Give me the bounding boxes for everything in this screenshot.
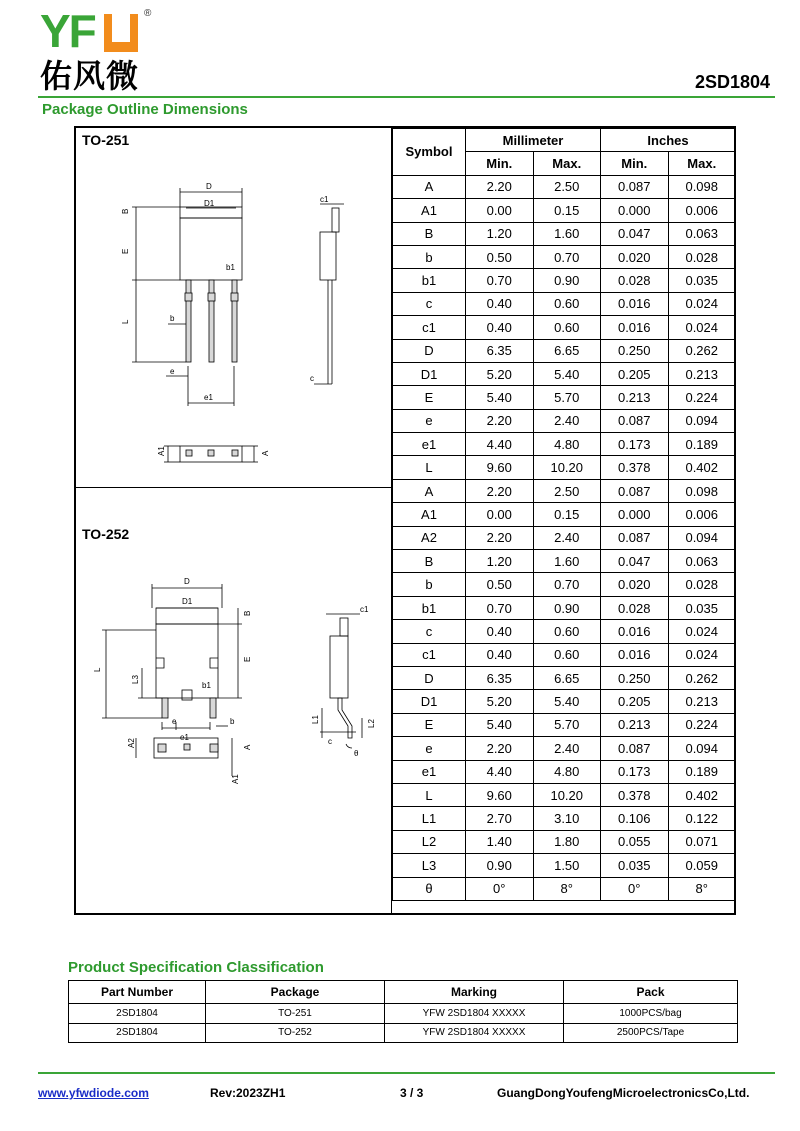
- in-min-cell: 0.028: [601, 596, 669, 619]
- dimension-row-to251: [393, 362, 736, 385]
- in-max-cell: 0.213: [668, 362, 736, 385]
- dim-label-b: b: [170, 314, 175, 323]
- dim-label-A1: A1: [157, 446, 166, 456]
- mm-min-cell: 5.20: [466, 690, 534, 713]
- mm-max-cell: 2.50: [533, 175, 601, 198]
- mm-min-cell: 0.40: [466, 292, 534, 315]
- dimension-row-to251: [393, 409, 736, 432]
- mm-max-cell: 0.60: [533, 643, 601, 666]
- mm-max-cell: 6.65: [533, 339, 601, 362]
- symbol-cell: c1: [393, 643, 466, 666]
- package-divider: [76, 487, 392, 488]
- header-divider: [38, 96, 775, 98]
- in-min-cell: 0.047: [601, 550, 669, 573]
- mm-max-cell: 0.15: [533, 199, 601, 222]
- spec-package-cell: TO-251: [206, 1004, 385, 1024]
- in-max-cell: 0.063: [668, 550, 736, 573]
- in-max-cell: 0.122: [668, 807, 736, 830]
- dimension-row-to251: [393, 433, 736, 456]
- company-logo: [40, 5, 170, 98]
- dim-label-A2: A2: [127, 738, 136, 748]
- in-max-cell: 0.024: [668, 292, 736, 315]
- dim-label-E: E: [121, 248, 130, 254]
- in-max-cell: 0.024: [668, 643, 736, 666]
- in-min-cell: 0.020: [601, 245, 669, 268]
- symbol-cell: A: [393, 175, 466, 198]
- symbol-cell: c1: [393, 316, 466, 339]
- mm-max-cell: 1.80: [533, 830, 601, 853]
- mm-min-cell: 2.20: [466, 737, 534, 760]
- spec-marking-cell: YFW 2SD1804 XXXXX: [385, 1023, 564, 1043]
- mm-max-cell: 4.80: [533, 760, 601, 783]
- in-max-cell: 0.094: [668, 526, 736, 549]
- millimeter-header: Millimeter: [466, 129, 601, 152]
- mm-min-cell: 0.00: [466, 199, 534, 222]
- dim-label-theta: θ: [354, 749, 359, 758]
- logo-chinese-name: 佑风微: [40, 57, 140, 95]
- in-min-cell: 0.087: [601, 409, 669, 432]
- in-max-cell: 0.006: [668, 503, 736, 526]
- mm-max-cell: 5.70: [533, 386, 601, 409]
- in-min-cell: 0.250: [601, 667, 669, 690]
- in-max-cell: 8°: [668, 877, 736, 900]
- mm-max-cell: 10.20: [533, 783, 601, 806]
- dimension-row-to252: [393, 620, 736, 643]
- mm-min-cell: 1.20: [466, 550, 534, 573]
- symbol-cell: A: [393, 479, 466, 502]
- mm-max-cell: 8°: [533, 877, 601, 900]
- in-max-cell: 0.059: [668, 854, 736, 877]
- in-max-cell: 0.035: [668, 596, 736, 619]
- symbol-cell: D1: [393, 690, 466, 713]
- mm-min-cell: 0°: [466, 877, 534, 900]
- mm-min-header: Min.: [466, 152, 534, 175]
- mm-min-cell: 6.35: [466, 339, 534, 362]
- symbol-cell: e1: [393, 433, 466, 456]
- to252-outline-drawing: [76, 548, 390, 908]
- mm-min-cell: 2.20: [466, 409, 534, 432]
- dim-label-D1: D1: [182, 597, 193, 606]
- dimension-row-to251: [393, 269, 736, 292]
- mm-max-cell: 1.60: [533, 222, 601, 245]
- mm-min-cell: 0.90: [466, 854, 534, 877]
- mm-max-cell: 0.70: [533, 573, 601, 596]
- mm-max-cell: 2.50: [533, 479, 601, 502]
- dim-label-L2: L2: [367, 719, 376, 728]
- mm-max-cell: 10.20: [533, 456, 601, 479]
- dim-label-A: A: [243, 744, 252, 750]
- spec-header-part: Part Number: [69, 981, 206, 1004]
- in-min-cell: 0.028: [601, 269, 669, 292]
- in-min-cell: 0.205: [601, 690, 669, 713]
- symbol-cell: b1: [393, 269, 466, 292]
- in-max-cell: 0.098: [668, 479, 736, 502]
- dimension-row-to252: [393, 690, 736, 713]
- in-max-cell: 0.189: [668, 760, 736, 783]
- mm-max-cell: 0.70: [533, 245, 601, 268]
- symbol-cell: D1: [393, 362, 466, 385]
- symbol-cell: b: [393, 573, 466, 596]
- logo-w-mark: [104, 14, 138, 52]
- dimension-row-to251: [393, 339, 736, 362]
- mm-min-cell: 0.50: [466, 245, 534, 268]
- in-min-cell: 0.378: [601, 456, 669, 479]
- mm-max-cell: 0.90: [533, 269, 601, 292]
- in-min-header: Min.: [601, 152, 669, 175]
- mm-min-cell: 5.40: [466, 386, 534, 409]
- spec-part-cell: 2SD1804: [69, 1004, 206, 1024]
- in-max-cell: 0.028: [668, 245, 736, 268]
- mm-min-cell: 0.70: [466, 596, 534, 619]
- dimension-row-to252: [393, 550, 736, 573]
- mm-min-cell: 0.50: [466, 573, 534, 596]
- symbol-cell: B: [393, 222, 466, 245]
- dimension-row-to251: [393, 386, 736, 409]
- dimension-rows: [393, 175, 736, 900]
- mm-min-cell: 9.60: [466, 783, 534, 806]
- dimension-row-to252: [393, 713, 736, 736]
- spec-marking-cell: YFW 2SD1804 XXXXX: [385, 1004, 564, 1024]
- dim-label-L: L: [121, 319, 130, 324]
- mm-max-cell: 0.60: [533, 316, 601, 339]
- in-max-cell: 0.224: [668, 386, 736, 409]
- dim-label-b1: b1: [226, 263, 235, 272]
- symbol-cell: L: [393, 456, 466, 479]
- dim-label-A: A: [261, 450, 270, 456]
- dimension-row-to252: [393, 596, 736, 619]
- in-min-cell: 0.087: [601, 737, 669, 760]
- mm-max-cell: 3.10: [533, 807, 601, 830]
- mm-max-cell: 0.60: [533, 620, 601, 643]
- dim-label-D: D: [184, 577, 190, 586]
- in-max-cell: 0.402: [668, 783, 736, 806]
- in-max-cell: 0.094: [668, 737, 736, 760]
- mm-min-cell: 0.70: [466, 269, 534, 292]
- part-number-title: 2SD1804: [694, 72, 770, 92]
- spec-pack-cell: 1000PCS/bag: [564, 1004, 738, 1024]
- symbol-cell: A1: [393, 503, 466, 526]
- in-min-cell: 0.020: [601, 573, 669, 596]
- dim-label-c: c: [328, 737, 332, 746]
- in-max-cell: 0.071: [668, 830, 736, 853]
- to251-label: TO-251: [82, 132, 130, 148]
- in-min-cell: 0.250: [601, 339, 669, 362]
- website-link[interactable]: www.yfwdiode.com: [38, 1086, 149, 1100]
- dimension-row-to252: [393, 643, 736, 666]
- mm-min-cell: 1.20: [466, 222, 534, 245]
- in-min-cell: 0.173: [601, 760, 669, 783]
- in-max-cell: 0.024: [668, 620, 736, 643]
- in-max-cell: 0.262: [668, 667, 736, 690]
- in-min-cell: 0.173: [601, 433, 669, 456]
- spec-row: [69, 1004, 738, 1024]
- in-max-cell: 0.224: [668, 713, 736, 736]
- in-min-cell: 0.016: [601, 316, 669, 339]
- in-min-cell: 0°: [601, 877, 669, 900]
- dim-label-e: e: [170, 367, 175, 376]
- symbol-cell: B: [393, 550, 466, 573]
- dim-label-L3: L3: [131, 675, 140, 684]
- mm-max-cell: 5.70: [533, 713, 601, 736]
- in-max-cell: 0.094: [668, 409, 736, 432]
- dim-label-D: D: [206, 182, 212, 191]
- dimension-row-to251: [393, 175, 736, 198]
- in-min-cell: 0.016: [601, 292, 669, 315]
- mm-max-cell: 2.40: [533, 409, 601, 432]
- spec-section-title: Product Specification Classification: [68, 959, 324, 976]
- in-max-header: Max.: [668, 152, 736, 175]
- dimension-row-to252: [393, 854, 736, 877]
- in-min-cell: 0.087: [601, 479, 669, 502]
- dimension-row-to252: [393, 503, 736, 526]
- dim-label-c1: c1: [360, 605, 369, 614]
- spec-pack-cell: 2500PCS/Tape: [564, 1023, 738, 1043]
- dim-label-b: b: [230, 717, 235, 726]
- in-min-cell: 0.213: [601, 386, 669, 409]
- spec-header-marking: Marking: [385, 981, 564, 1004]
- mm-max-cell: 2.40: [533, 526, 601, 549]
- dimension-row-to251: [393, 456, 736, 479]
- mm-max-cell: 5.40: [533, 362, 601, 385]
- in-min-cell: 0.000: [601, 199, 669, 222]
- dimension-row-to252: [393, 877, 736, 900]
- in-max-cell: 0.024: [668, 316, 736, 339]
- mm-min-cell: 2.20: [466, 479, 534, 502]
- dim-label-B: B: [121, 208, 130, 214]
- symbol-cell: E: [393, 386, 466, 409]
- to252-label: TO-252: [82, 526, 130, 542]
- dimension-row-to252: [393, 526, 736, 549]
- in-max-cell: 0.189: [668, 433, 736, 456]
- mm-max-cell: 6.65: [533, 667, 601, 690]
- spec-row: [69, 1023, 738, 1043]
- mm-min-cell: 6.35: [466, 667, 534, 690]
- dimension-row-to251: [393, 199, 736, 222]
- mm-max-cell: 1.60: [533, 550, 601, 573]
- dimension-row-to251: [393, 292, 736, 315]
- symbol-cell: D: [393, 339, 466, 362]
- in-max-cell: 0.213: [668, 690, 736, 713]
- in-min-cell: 0.087: [601, 526, 669, 549]
- dim-label-e1: e1: [180, 733, 189, 742]
- symbol-cell: b: [393, 245, 466, 268]
- mm-min-cell: 2.20: [466, 175, 534, 198]
- company-name: GuangDongYoufengMicroelectronicsCo,Ltd.: [497, 1086, 750, 1100]
- dim-label-A1: A1: [231, 774, 240, 784]
- symbol-cell: A1: [393, 199, 466, 222]
- in-min-cell: 0.016: [601, 643, 669, 666]
- inches-header: Inches: [601, 129, 736, 152]
- dim-label-L1: L1: [311, 715, 320, 724]
- logo-text: YF: [40, 5, 95, 57]
- dim-label-b1: b1: [202, 681, 211, 690]
- dim-label-D1: D1: [204, 199, 215, 208]
- symbol-cell: e1: [393, 760, 466, 783]
- dimension-row-to252: [393, 783, 736, 806]
- dim-label-c: c: [310, 374, 314, 383]
- in-max-cell: 0.063: [668, 222, 736, 245]
- mm-max-cell: 0.90: [533, 596, 601, 619]
- mm-min-cell: 0.40: [466, 316, 534, 339]
- dimension-row-to252: [393, 830, 736, 853]
- dimension-row-to251: [393, 316, 736, 339]
- mm-max-cell: 0.15: [533, 503, 601, 526]
- mm-max-cell: 5.40: [533, 690, 601, 713]
- spec-header-package: Package: [206, 981, 385, 1004]
- in-max-cell: 0.028: [668, 573, 736, 596]
- dim-label-e: e: [172, 717, 177, 726]
- dimension-row-to252: [393, 807, 736, 830]
- mm-max-cell: 1.50: [533, 854, 601, 877]
- symbol-cell: c: [393, 292, 466, 315]
- symbol-cell: e: [393, 409, 466, 432]
- mm-min-cell: 0.40: [466, 620, 534, 643]
- symbol-cell: L3: [393, 854, 466, 877]
- in-min-cell: 0.378: [601, 783, 669, 806]
- symbol-cell: e: [393, 737, 466, 760]
- spec-package-cell: TO-252: [206, 1023, 385, 1043]
- symbol-header: Symbol: [393, 129, 466, 176]
- page-number: 3 / 3: [400, 1086, 424, 1100]
- symbol-cell: L2: [393, 830, 466, 853]
- in-min-cell: 0.055: [601, 830, 669, 853]
- mm-min-cell: 1.40: [466, 830, 534, 853]
- in-max-cell: 0.098: [668, 175, 736, 198]
- dimension-row-to251: [393, 222, 736, 245]
- drawing-pane: [76, 128, 392, 913]
- in-min-cell: 0.035: [601, 854, 669, 877]
- mm-min-cell: 0.00: [466, 503, 534, 526]
- dim-label-B: B: [243, 610, 252, 616]
- symbol-cell: L1: [393, 807, 466, 830]
- to251-outline-drawing: [76, 128, 390, 486]
- dim-label-E: E: [243, 656, 252, 662]
- mm-min-cell: 0.40: [466, 643, 534, 666]
- symbol-cell: D: [393, 667, 466, 690]
- dimension-row-to252: [393, 760, 736, 783]
- dim-label-e1: e1: [204, 393, 213, 402]
- in-max-cell: 0.402: [668, 456, 736, 479]
- spec-part-cell: 2SD1804: [69, 1023, 206, 1043]
- dimension-row-to252: [393, 667, 736, 690]
- dimension-table: [392, 128, 736, 901]
- mm-min-cell: 4.40: [466, 760, 534, 783]
- dim-label-c1: c1: [320, 195, 329, 204]
- spec-table: [68, 980, 738, 1043]
- in-min-cell: 0.016: [601, 620, 669, 643]
- in-max-cell: 0.262: [668, 339, 736, 362]
- in-min-cell: 0.213: [601, 713, 669, 736]
- in-max-cell: 0.006: [668, 199, 736, 222]
- mm-min-cell: 2.20: [466, 526, 534, 549]
- outline-frame: [74, 126, 736, 915]
- mm-max-header: Max.: [533, 152, 601, 175]
- mm-min-cell: 5.20: [466, 362, 534, 385]
- symbol-cell: E: [393, 713, 466, 736]
- registered-mark: ®: [144, 8, 152, 19]
- outline-section-title: Package Outline Dimensions: [42, 101, 248, 118]
- dimension-row-to251: [393, 245, 736, 268]
- in-min-cell: 0.205: [601, 362, 669, 385]
- dimension-row-to252: [393, 737, 736, 760]
- dimension-row-to252: [393, 479, 736, 502]
- in-min-cell: 0.106: [601, 807, 669, 830]
- in-min-cell: 0.000: [601, 503, 669, 526]
- mm-min-cell: 5.40: [466, 713, 534, 736]
- spec-header-pack: Pack: [564, 981, 738, 1004]
- symbol-cell: b1: [393, 596, 466, 619]
- revision-text: Rev:2023ZH1: [210, 1086, 286, 1100]
- dimension-row-to252: [393, 573, 736, 596]
- symbol-cell: A2: [393, 526, 466, 549]
- dim-label-L: L: [93, 667, 102, 672]
- in-min-cell: 0.047: [601, 222, 669, 245]
- mm-max-cell: 2.40: [533, 737, 601, 760]
- mm-max-cell: 0.60: [533, 292, 601, 315]
- mm-max-cell: 4.80: [533, 433, 601, 456]
- mm-min-cell: 9.60: [466, 456, 534, 479]
- symbol-cell: c: [393, 620, 466, 643]
- footer-divider: [38, 1072, 775, 1074]
- spec-rows: [69, 1004, 738, 1043]
- in-max-cell: 0.035: [668, 269, 736, 292]
- symbol-cell: θ: [393, 877, 466, 900]
- in-min-cell: 0.087: [601, 175, 669, 198]
- mm-min-cell: 4.40: [466, 433, 534, 456]
- symbol-cell: L: [393, 783, 466, 806]
- mm-min-cell: 2.70: [466, 807, 534, 830]
